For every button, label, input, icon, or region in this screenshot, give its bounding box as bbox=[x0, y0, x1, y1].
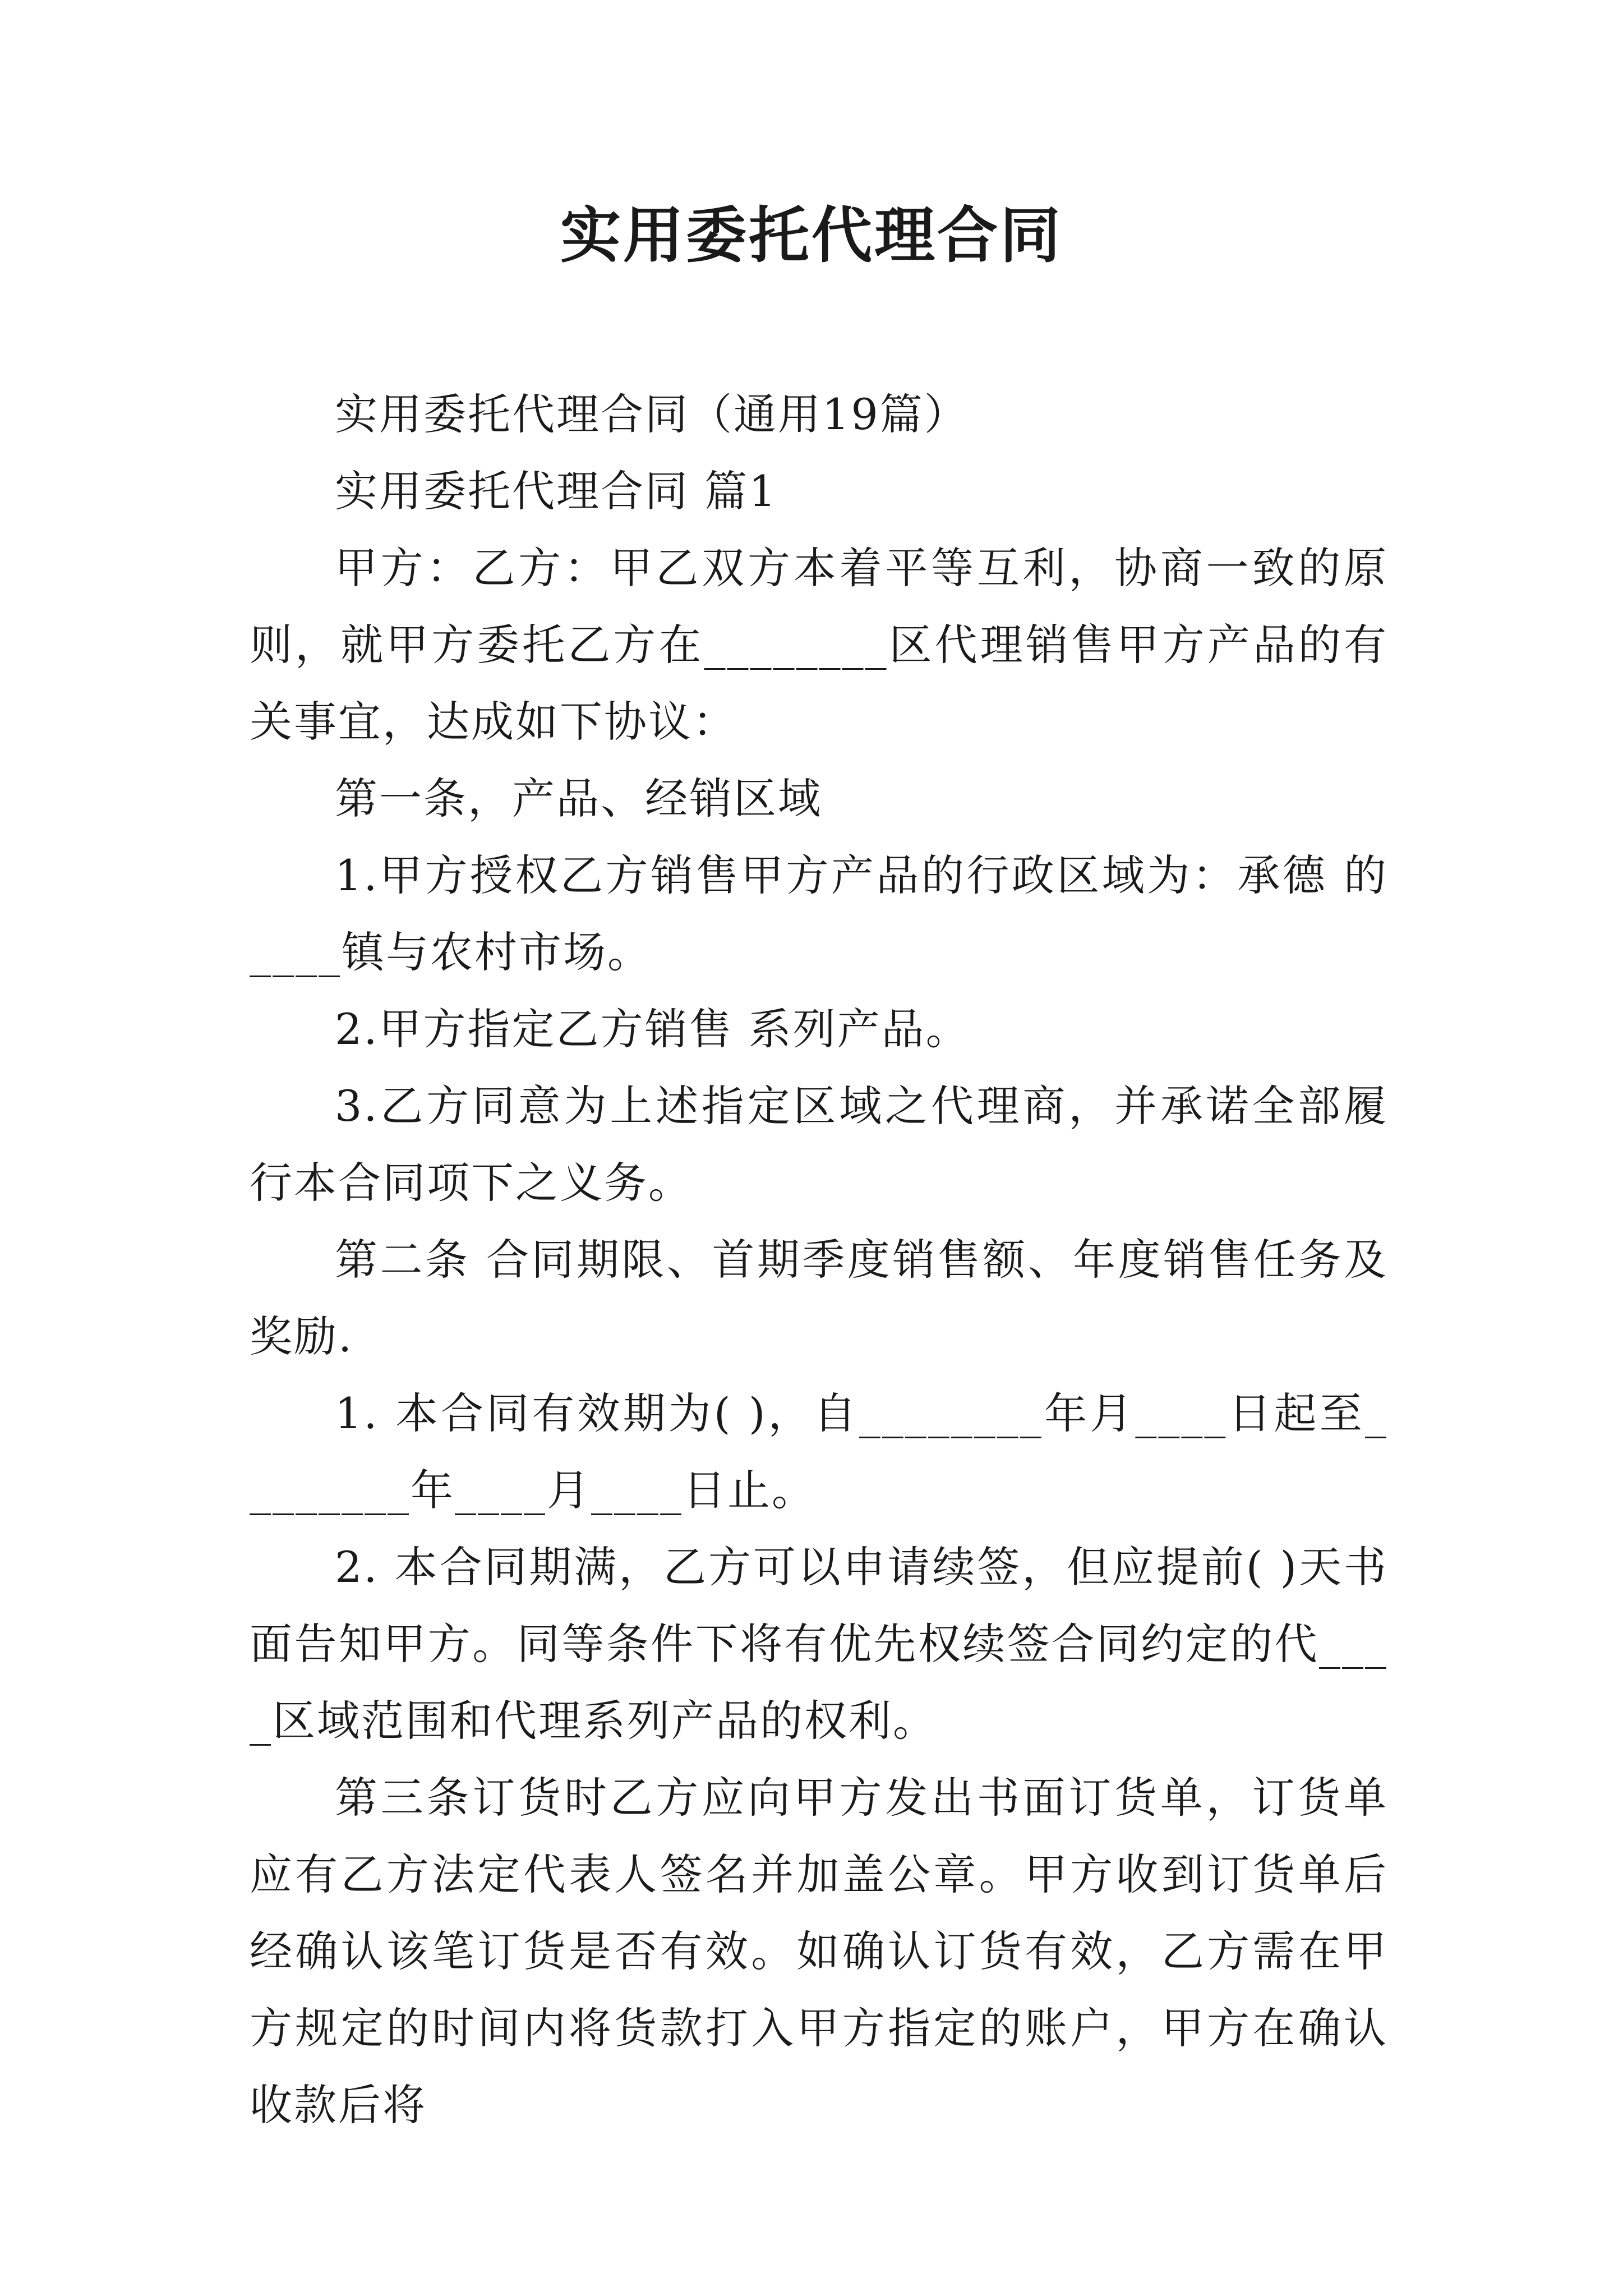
paragraph-article-1-item-1: 1.甲方授权乙方销售甲方产品的行政区域为：承德 的____镇与农村市场。 bbox=[250, 850, 1388, 977]
paragraph-preamble: 甲方：乙方：甲乙双方本着平等互利，协商一致的原则，就甲方委托乙方在________区代理销售甲方产品的有关事宜，达成如下协议： bbox=[250, 543, 1388, 747]
paragraph-article-1-item-2: 2.甲方指定乙方销售 系列产品。 bbox=[335, 1004, 970, 1054]
paragraph-article-2-item-1: 1. 本合同有效期为( )，自________年月____日起至________年____月____日止。 bbox=[250, 1388, 1388, 1515]
paragraph-section-heading: 实用委托代理合同 篇1 bbox=[335, 466, 778, 516]
paragraph-subtitle: 实用委托代理合同（通用19篇） bbox=[335, 389, 969, 439]
document-title: 实用委托代理合同 bbox=[560, 200, 1063, 271]
paragraph-article-2-item-2: 2. 本合同期满，乙方可以申请续签，但应提前( )天书面告知甲方。同等条件下将有优先权续签合同约定的代____区域范围和代理系列产品的权利。 bbox=[250, 1542, 1388, 1746]
paragraph-article-1-item-3: 3.乙方同意为上述指定区域之代理商，并承诺全部履行本合同项下之义务。 bbox=[250, 1081, 1388, 1208]
paragraph-article-1-heading: 第一条，产品、经销区域 bbox=[335, 774, 822, 823]
paragraph-article-3: 第三条订货时乙方应向甲方发出书面订货单，订货单应有乙方法定代表人签名并加盖公章。甲方收到订货单后经确认该笔订货是否有效。如确认订货有效，乙方需在甲方规定的时间内将货款打入甲方指定的账户，甲方在确认收款后将 bbox=[250, 1773, 1388, 2130]
document-body bbox=[250, 376, 1388, 2143]
paragraph-article-2-heading: 第二条 合同期限、首期季度销售额、年度销售任务及奖励. bbox=[250, 1235, 1388, 1361]
